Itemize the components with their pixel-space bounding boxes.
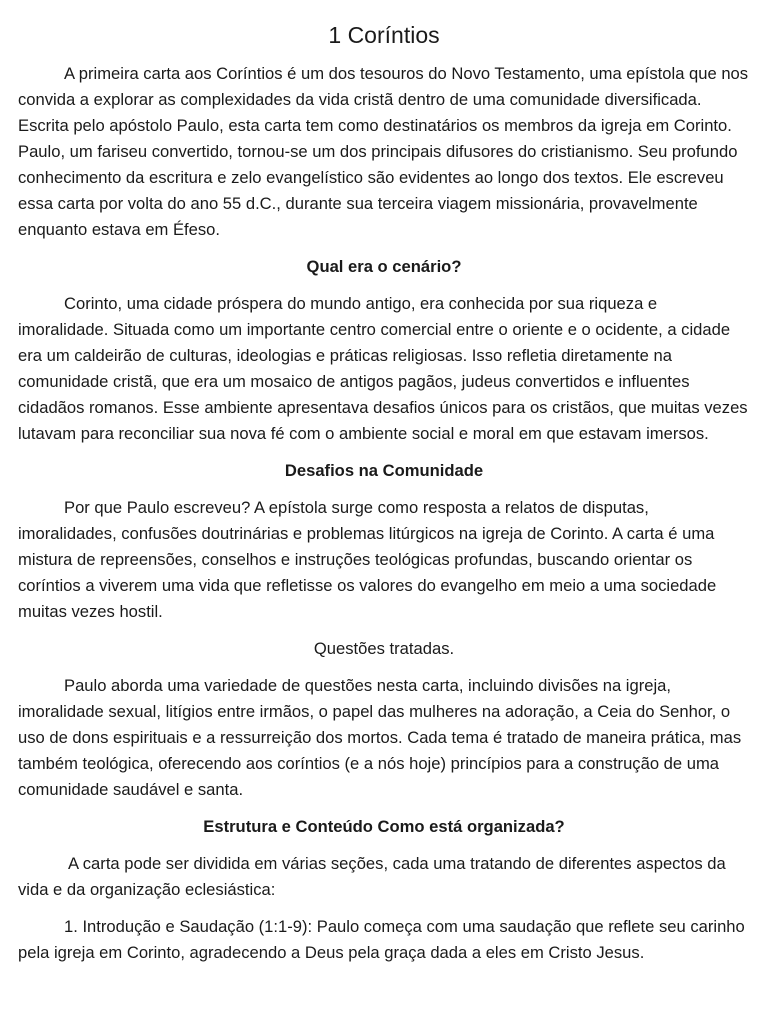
document-title: 1 Coríntios xyxy=(328,22,440,48)
section-heading-questoes: Questões tratadas. xyxy=(313,639,455,658)
document-page xyxy=(18,18,750,977)
section-heading-estrutura: Estrutura e Conteúdo Como está organizada? xyxy=(203,817,565,836)
section-paragraph-desafios: Por que Paulo escreveu? A epístola surge como resposta a relatos de disputas, imoralidades, confusões doutrinárias e problemas litúrgicos na igreja de Corinto. A carta é uma mistura de repreensões, conselhos e instruções teológicas profundas, buscando orientar os coríntios a viverem uma vida que refletisse os valores do evangelho em meio a uma sociedade muitas vezes hostil. xyxy=(18,498,717,621)
section-heading-desafios: Desafios na Comunidade xyxy=(284,461,484,480)
intro-paragraph: A primeira carta aos Coríntios é um dos tesouros do Novo Testamento, uma epístola que nos convida a explorar as complexidades da vida cristã dentro de uma comunidade diversificada. Escrita pelo apóstolo Paulo, esta carta tem como destinatários os membros da igreja em Corinto. Paulo, um fariseu convertido, tornou-se um dos principais difusores do cristianismo. Seu profundo conhecimento da escritura e zelo evangelístico são evidentes ao longo dos textos. Ele escreveu essa carta por volta do ano 55 d.C., durante sua terceira viagem missionária, provavelmente enquanto estava em Éfeso. xyxy=(18,64,749,239)
section-paragraph-questoes: Paulo aborda uma variedade de questões nesta carta, incluindo divisões na igreja, imoralidade sexual, litígios entre irmãos, o papel das mulheres na adoração, a Ceia do Senhor, o uso de dons espirituais e a ressurreição dos mortos. Cada tema é tratado de maneira prática, mas também teológica, oferecendo aos coríntios (e a nós hoje) princípios para a construção de uma comunidade saudável e santa. xyxy=(18,676,742,799)
section-heading-cenario: Qual era o cenário? xyxy=(306,257,462,276)
list-item: 1. Introdução e Saudação (1:1-9): Paulo começa com uma saudação que reflete seu carinho pela igreja em Corinto, agradecendo a Deus pela graça dada a eles em Cristo Jesus. xyxy=(18,917,745,962)
section-paragraph-estrutura: A carta pode ser dividida em várias seções, cada uma tratando de diferentes aspectos da vida e da organização eclesiástica: xyxy=(18,854,726,899)
section-paragraph-cenario: Corinto, uma cidade próspera do mundo antigo, era conhecida por sua riqueza e imoralidade. Situada como um importante centro comercial entre o oriente e o ocidente, a cidade era um caldeirão de culturas, ideologias e práticas religiosas. Isso refletia diretamente na comunidade cristã, que era um mosaico de antigos pagãos, judeus convertidos e influentes cidadãos romanos. Esse ambiente apresentava desafios únicos para os cristãos, que muitas vezes lutavam para reconciliar sua nova fé com o ambiente social e moral em que estavam imersos. xyxy=(18,294,748,443)
